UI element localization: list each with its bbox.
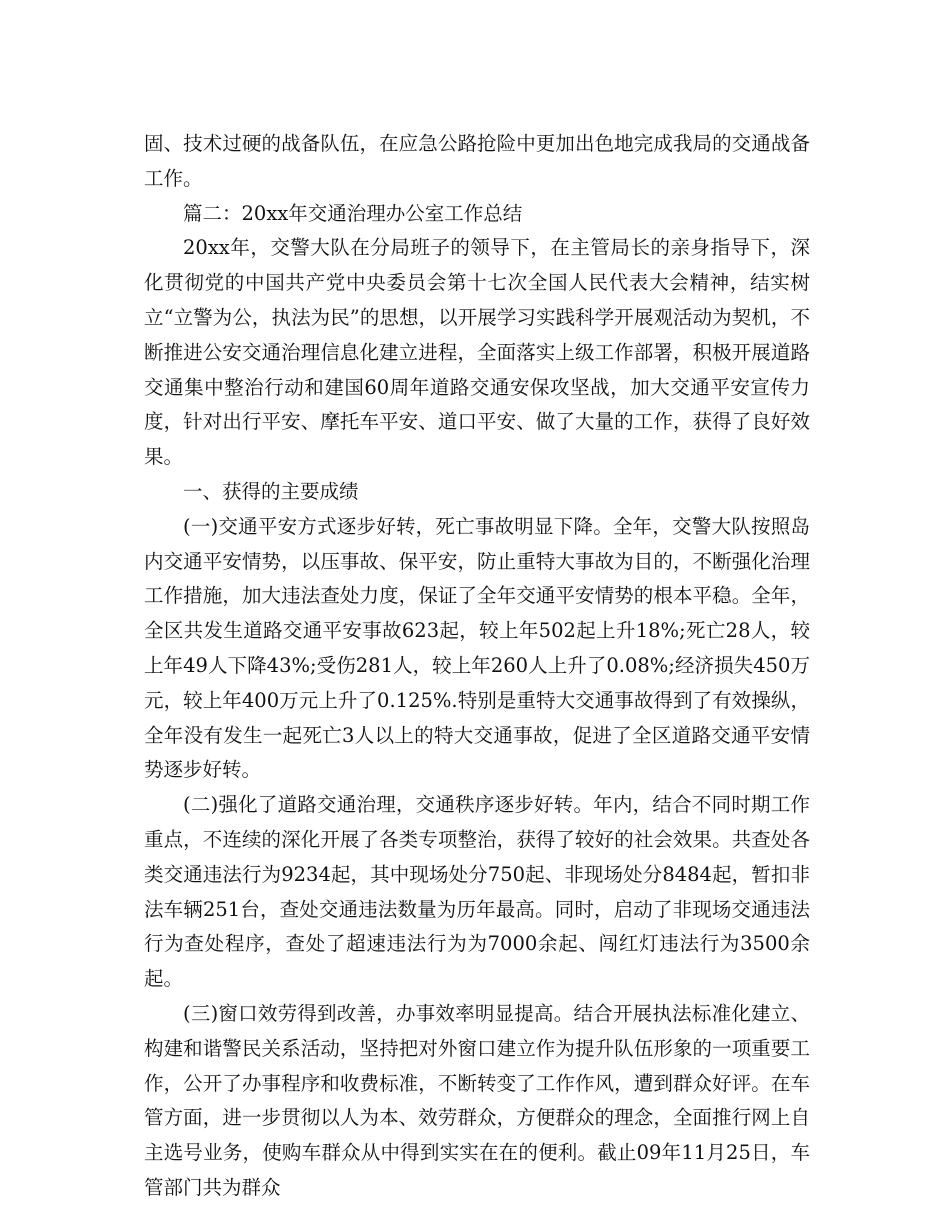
- paragraph-achievement-3: (三)窗口效劳得到改善，办事效率明显提高。结合开展执法标准化建立、构建和谐警民关系活动，坚持把对外窗口建立作为提升队伍形象的一项重要工作，公开了办事程序和收费标准，不断转变了工作作风，遭到群众好评。在车管方面，进一步贯彻以人为本、效劳群众，方便群众的理念，全面推行网上自主选号业务，使购车群众从中得到实实在在的便利。截止09年11月25日，车管部门共为群众: [144, 1001, 810, 1199]
- paragraph-achievement-1: (一)交通平安方式逐步好转，死亡事故明显下降。全年，交警大队按照岛内交通平安情势，以压事故、保平安，防止重特大事故为目的，不断强化治理工作措施，加大违法查处力度，保证了全年交通平安情势的根本平稳。全年，全区共发生道路交通平安事故623起，较上年502起上升18%;死亡28人，较上年49人下降43%;受伤281人，较上年260人上升了0.08%;经济损失450万元，较上年400万元上升了0.125%.特别是重特大交通事故得到了有效操纵，全年没有发生一起死亡3人以上的特大交通事故，促进了全区道路交通平安情势逐步好转。: [144, 514, 810, 782]
- paragraph-intro: 20xx年，交警大队在分局班子的领导下，在主管局长的亲身指导下，深化贯彻党的中国共产党中央委员会第十七次全国人民代表大会精神，结实树立“立警为公，执法为民”的思想，以开展学习实践科学开展观活动为契机，不断推进公安交通治理信息化建立进程，全面落实上级工作部署，积极开展道路交通集中整治行动和建国60周年道路交通安保攻坚战，加大交通平安宣传力度，针对出行平安、摩托车平安、道口平安、做了大量的工作，获得了良好效果。: [144, 236, 810, 469]
- subsection-heading: 一、获得的主要成绩: [183, 479, 359, 503]
- paragraph-achievement-2: (二)强化了道路交通治理，交通秩序逐步好转。年内，结合不同时期工作重点，不连续的深化开展了各类专项整治，获得了较好的社会效果。共查处各类交通违法行为9234起，其中现场处分750起、非现场处分8484起，暂扣非法车辆251台，查处交通违法数量为历年最高。同时，启动了非现场交通违法行为查处程序，查处了超速违法行为为7000余起、闯红灯违法行为3500余起。: [144, 793, 810, 991]
- document-body: [144, 127, 810, 1206]
- paragraph-continuation: 固、技术过硬的战备队伍，在应急公路抢险中更加出色地完成我局的交通战备工作。: [144, 132, 810, 190]
- section-heading: 篇二：20xx年交通治理办公室工作总结: [183, 201, 523, 225]
